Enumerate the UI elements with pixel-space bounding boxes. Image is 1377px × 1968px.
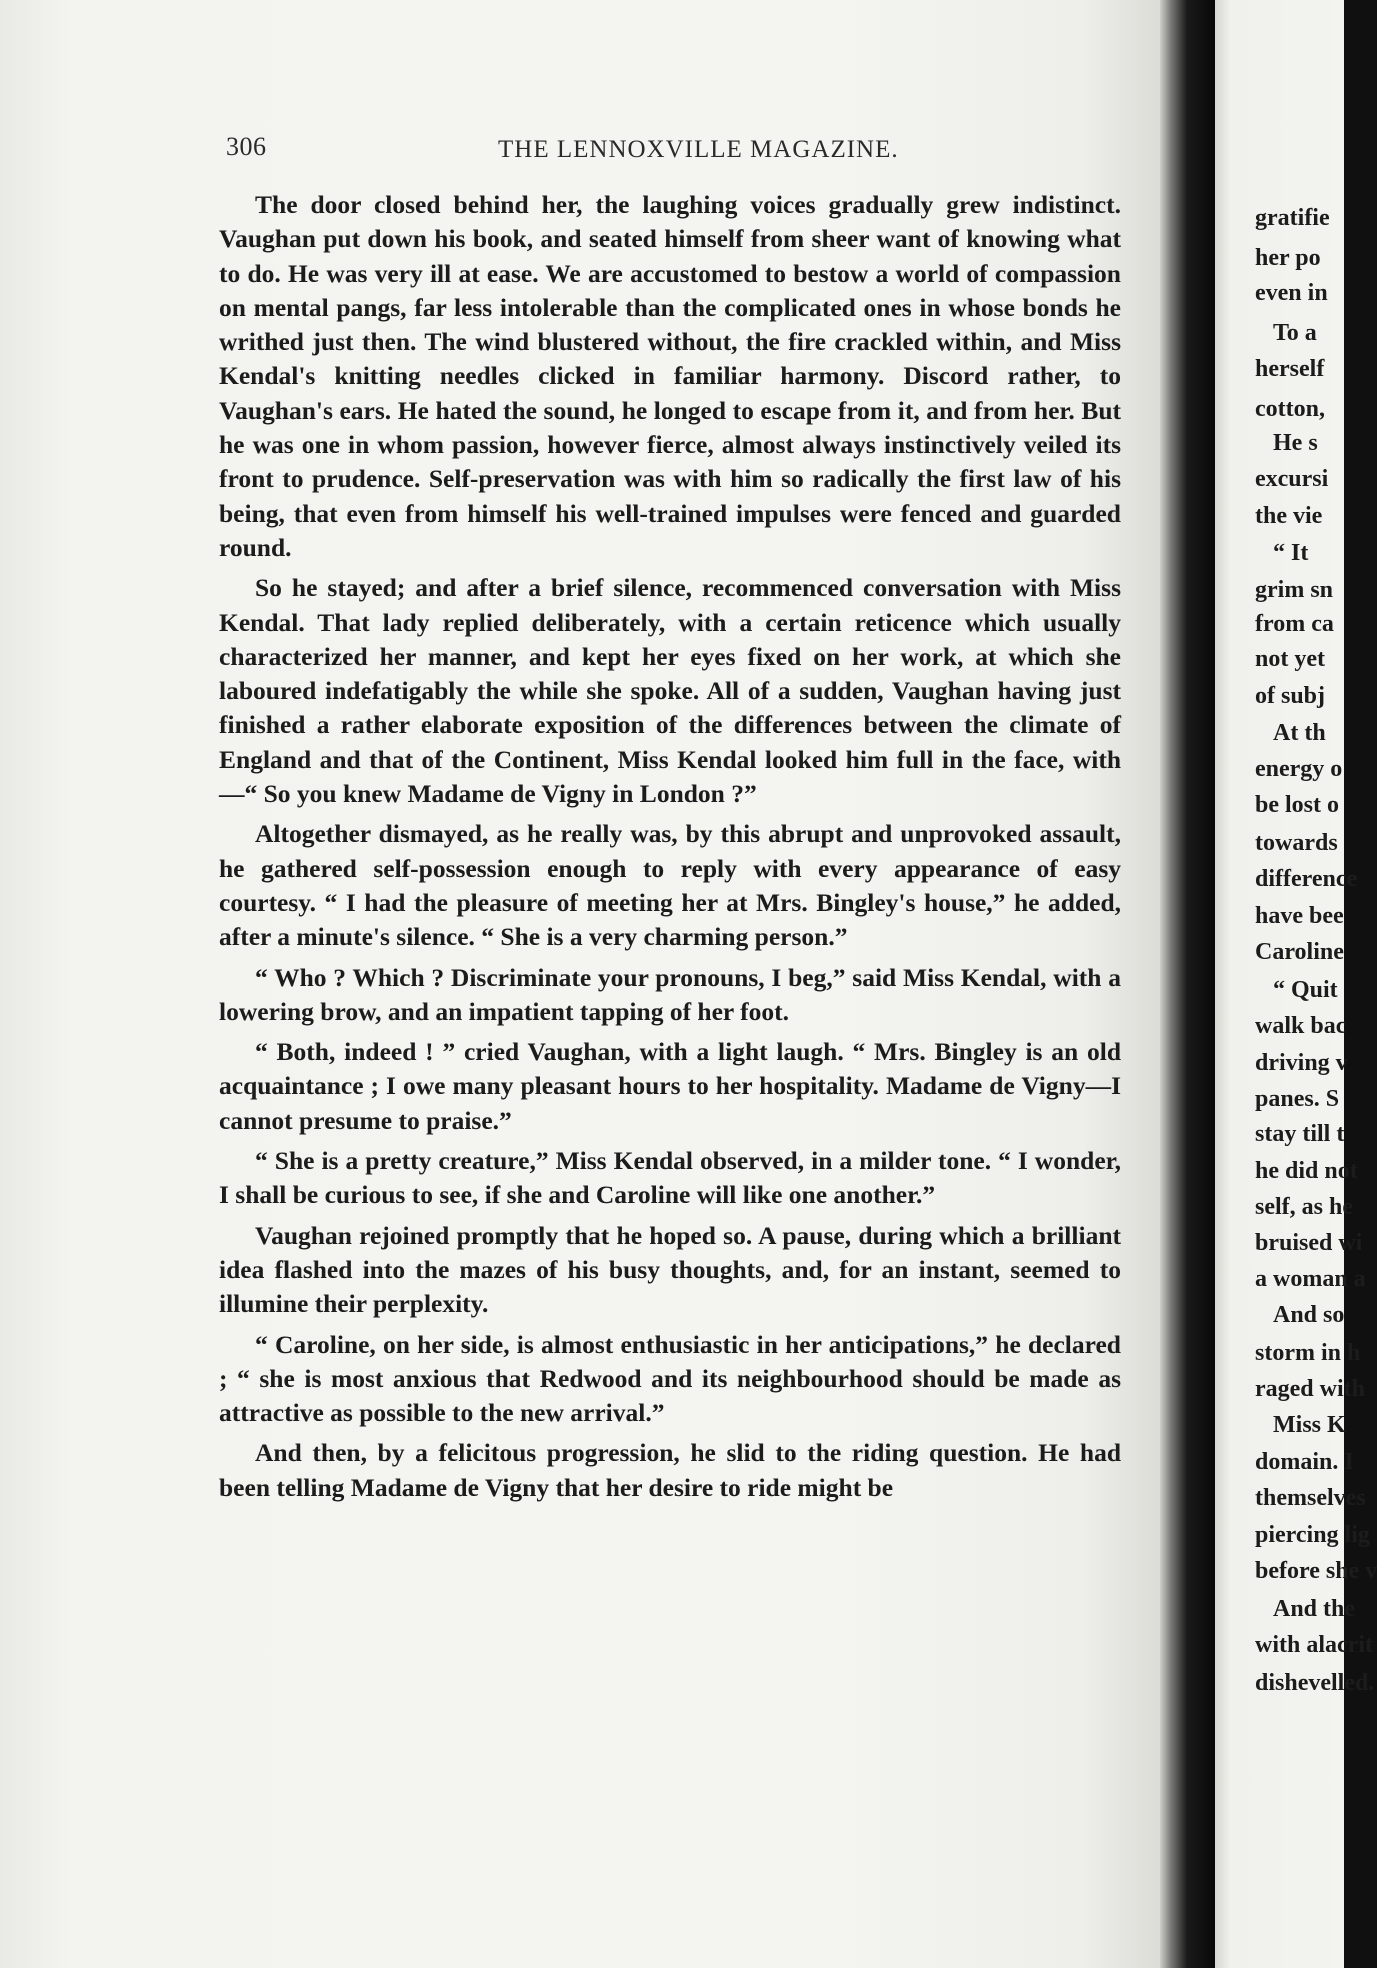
right-page-line: her po: [1255, 245, 1321, 271]
book-gutter: [1160, 0, 1220, 1968]
page-number: 306: [226, 132, 267, 161]
right-page-line: with alacrit: [1255, 1632, 1373, 1658]
right-page-line: be lost o: [1255, 792, 1339, 818]
right-page-line: To a: [1273, 320, 1317, 346]
right-page-line: At th: [1273, 720, 1326, 746]
paragraph: “ She is a pretty creature,” Miss Kendal observed, in a milder tone. “ I wonder, I shall be curious to see, if she and Caroline will like one another.”: [219, 1146, 1121, 1210]
right-page-line: driving v: [1255, 1050, 1348, 1076]
right-page-line: even in: [1255, 280, 1328, 306]
right-page-line: excursi: [1255, 466, 1329, 492]
right-page-line: bruised wi: [1255, 1230, 1363, 1256]
right-page-line: a woman a: [1255, 1266, 1366, 1292]
right-page-line: of subj: [1255, 683, 1326, 709]
right-page-line: raged with: [1255, 1376, 1365, 1402]
paragraph: And then, by a felicitous progression, he slid to the riding question. He had been telling Madame de Vigny that her desire to ride might be: [219, 1438, 1121, 1502]
right-page-line: from ca: [1255, 611, 1334, 637]
right-page-line: He s: [1273, 430, 1318, 456]
running-head: THE LENNOXVILLE MAGAZINE.: [498, 136, 899, 163]
paragraph: So he stayed; and after a brief silence, recommenced conversation with Miss Kendal. That lady replied deliberately, with a certain reticence which usually characterized her manner, and kept her eyes fixed on her work, at which she laboured indefatigably the while she spoke. All of a sudden, Vaughan having just finished a rather elaborate exposition of the differences between the climate of England and that of the Continent, Miss Kendal looked him full in the face, with—“ So you knew Madame de Vigny in London ?”: [219, 573, 1121, 809]
right-page-line: Caroline: [1255, 939, 1344, 965]
right-page-line: Miss K: [1273, 1412, 1346, 1438]
right-page-line: domain. I: [1255, 1449, 1354, 1475]
paragraph: “ Caroline, on her side, is almost enthusiastic in her anticipations,” he declared ; “ she is most anxious that Redwood and its neighbourhood should be made as attractive as possible to the new arrival.”: [219, 1329, 1121, 1428]
right-page-edge: [1215, 0, 1377, 1968]
right-page-line: grim sn: [1255, 577, 1333, 603]
right-page-line: before she v: [1255, 1558, 1377, 1584]
paragraph: Vaughan rejoined promptly that he hoped so. A pause, during which a brilliant idea flashed into the mazes of his busy thoughts, and, for an instant, seemed to illumine their perplexity.: [219, 1220, 1121, 1319]
right-page-line: walk bac: [1255, 1013, 1347, 1039]
right-page-line: piercing lig: [1255, 1522, 1370, 1548]
paragraph: “ Both, indeed ! ” cried Vaughan, with a light laugh. “ Mrs. Bingley is an old acquaintance ; I owe many pleasant hours to her hospitality. Madame de Vigny—I cannot presume to praise.”: [219, 1037, 1121, 1135]
right-page-line: he did not: [1255, 1158, 1358, 1184]
paragraph: The door closed behind her, the laughing voices gradually grew indistinct. Vaughan put down his book, and seated himself from sheer want of knowing what to do. He was very ill at ease. We are accustomed to bestow a world of compassion on mental pangs, far less intolerable than the complicated ones in whose bonds he writhed just then. The wind blustered without, the fire crackled within, and Miss Kendal's knitting needles clicked in familiar harmony. Discord rather, to Vaughan's ears. He hated the sound, he longed to escape from it, and from her. But he was one in whom passion, however fierce, almost always instinctively veiled its front to prudence. Self-preservation was with him so radically the first law of his being, that even from himself his well-trained impulses were fenced and guarded round.: [219, 190, 1121, 562]
right-page-line: And the: [1273, 1596, 1356, 1622]
right-page-line: difference: [1255, 866, 1358, 892]
right-page-line: have bee: [1255, 903, 1344, 929]
paragraph: “ Who ? Which ? Discriminate your pronouns, I beg,” said Miss Kendal, with a lowering brow, and an impatient tapping of her foot.: [219, 962, 1121, 1026]
right-page-line: not yet: [1255, 646, 1325, 672]
right-page-line: herself: [1255, 356, 1325, 382]
right-page-line: panes. S: [1255, 1086, 1340, 1112]
right-page-line: energy o: [1255, 756, 1343, 782]
right-page-line: “ Quit: [1273, 977, 1338, 1003]
paragraph: Altogether dismayed, as he really was, by this abrupt and unprovoked assault, he gathered self-possession enough to reply with every appearance of easy courtesy. “ I had the pleasure of meeting her at Mrs. Bingley's house,” he added, after a minute's silence. “ She is a very charming person.”: [219, 819, 1121, 952]
right-page-line: storm in h: [1255, 1340, 1361, 1366]
right-page-line: And so: [1273, 1302, 1345, 1328]
right-page-line: “ It: [1273, 540, 1309, 566]
right-page-line: stay till t: [1255, 1121, 1345, 1147]
right-page-line: dishevelled.: [1255, 1670, 1375, 1696]
right-page-line: self, as he: [1255, 1194, 1353, 1220]
right-page-line: cotton,: [1255, 396, 1325, 422]
right-page-line: the vie: [1255, 503, 1323, 529]
right-page-line: gratifie: [1255, 205, 1330, 231]
right-page-line: towards: [1255, 830, 1338, 856]
body-text: [219, 188, 1121, 1505]
right-page-line: themselves: [1255, 1485, 1366, 1511]
